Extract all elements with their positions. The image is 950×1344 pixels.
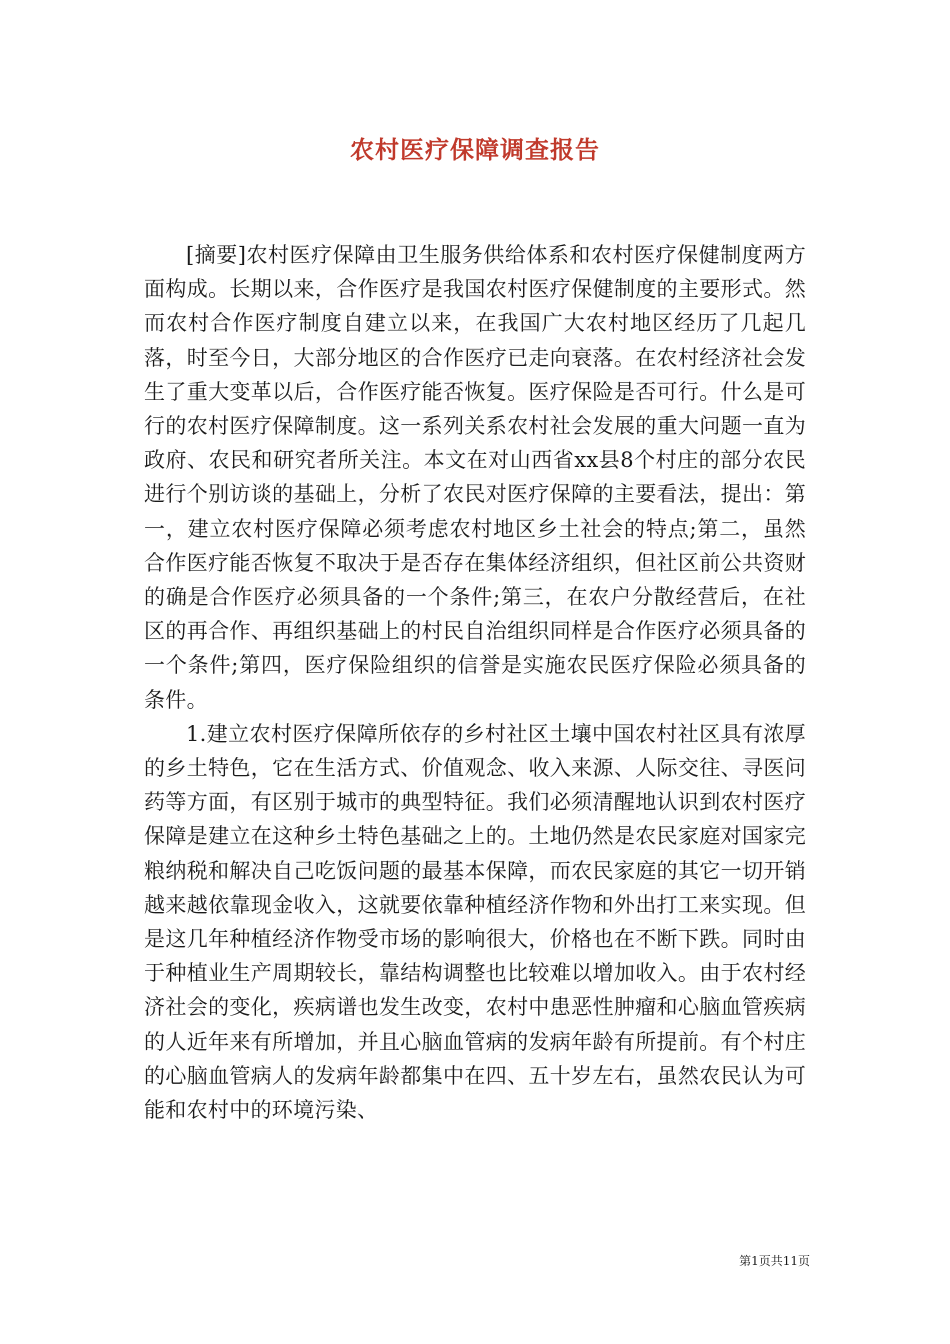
document-body xyxy=(144,238,806,1127)
section-1-paragraph: 1.建立农村医疗保障所依存的乡村社区土壤中国农村社区具有浓厚的乡土特色，它在生活方式、价值观念、收入来源、人际交往、寻医问药等方面，有区别于城市的典型特征。我们必须清醒地认识到农村医疗保障是建立在这种乡土特色基础之上的。土地仍然是农民家庭对国家完粮纳税和解决自己吃饭问题的最基本保障，而农民家庭的其它一切开销越来越依靠现金收入，这就要依靠种植经济作物和外出打工来实现。但是这几年种植经济作物受市场的影响很大，价格也在不断下跌。同时由于种植业生产周期较长，靠结构调整也比较难以增加收入。由于农村经济社会的变化，疾病谱也发生改变，农村中患恶性肿瘤和心脑血管疾病的人近年来有所增加，并且心脑血管病的发病年龄有所提前。有个村庄的心脑血管病人的发病年龄都集中在四、五十岁左右，虽然农民认为可能和农村中的环境污染、 xyxy=(144,721,806,1123)
document-title: 农村医疗保障调查报告 xyxy=(350,135,600,164)
abstract-paragraph: [摘要]农村医疗保障由卫生服务供给体系和农村医疗保健制度两方面构成。长期以来，合作医疗是我国农村医疗保健制度的主要形式。然而农村合作医疗制度自建立以来，在我国广大农村地区经历了几起几落，时至今日，大部分地区的合作医疗已走向衰落。在农村经济社会发生了重大变革以后，合作医疗能否恢复。医疗保险是否可行。什么是可行的农村医疗保障制度。这一系列关系农村社会发展的重大问题一直为政府、农民和研究者所关注。本文在对山西省xx县8个村庄的部分农民进行个别访谈的基础上，分析了农民对医疗保障的主要看法，提出：第一，建立农村医疗保障必须考虑农村地区乡土社会的特点;第二，虽然合作医疗能否恢复不取决于是否存在集体经济组织，但社区前公共资财的确是合作医疗必须具备的一个条件;第三，在农户分散经营后，在社区的再合作、再组织基础上的村民自治组织同样是合作医疗必须具备的一个条件;第四，医疗保险组织的信誉是实施农民医疗保险必须具备的条件。 xyxy=(144,243,806,712)
page-number: 第1页共11页 xyxy=(739,1254,810,1268)
